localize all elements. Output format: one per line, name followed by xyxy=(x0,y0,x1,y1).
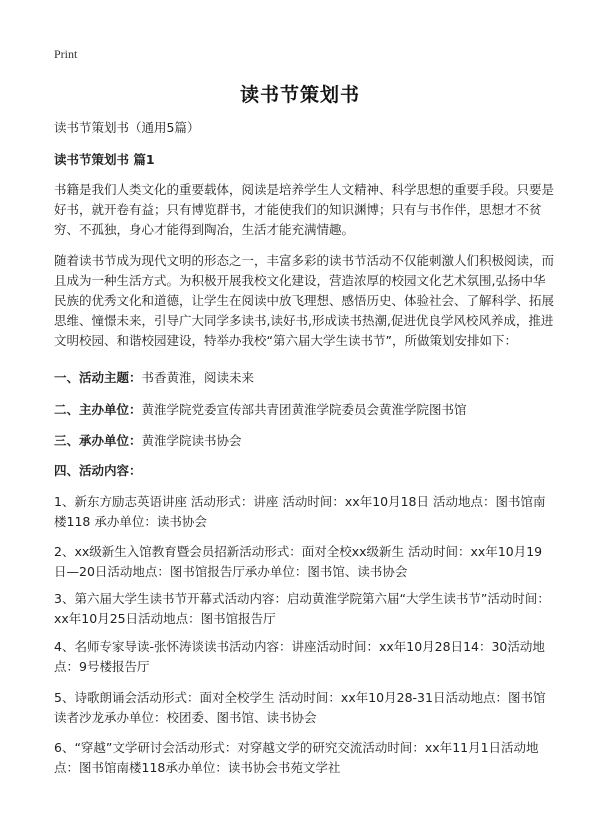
activity-item: 5、诗歌朗诵会活动形式：面对全校学生 活动时间：xx年10月28-31日活动地点：图书馆读者沙龙承办单位：校团委、图书馆、读书协会 xyxy=(54,690,546,725)
paragraph-intro: 书籍是我们人类文化的重要载体，阅读是培养学生人文精神、科学思想的重要手段。只要是好书，就开卷有益；只有博览群书，才能使我们的知识渊博；只有与书作伴，思想才不贫穷、不孤独，身心才能得到陶冶，生活才能充满情趣。 xyxy=(54,182,555,237)
activity-item: 1、新东方励志英语讲座 活动形式：讲座 活动时间：xx年10月18日 活动地点：图书馆南楼118 承办单位：读书协会 xyxy=(54,494,546,529)
activity-item: 4、名师专家导读-张怀涛谈读书活动内容：讲座活动时间：xx年10月28日14：30活动地点：9号楼报告厅 xyxy=(54,639,545,674)
heading-theme-value: 书香黄淮，阅读未来 xyxy=(141,370,255,385)
heading-organizer-label: 二、主办单位： xyxy=(54,402,142,417)
heading-organizer-value: 黄淮学院党委宣传部共青团黄淮学院委员会黄淮学院图书馆 xyxy=(141,402,467,417)
section-heading: 读书节策划书 篇1 xyxy=(54,152,155,167)
page-title: 读书节策划书 xyxy=(239,84,360,106)
activity-item: 3、第六届大学生读书节开幕式活动内容：启动黄淮学院第六届“大学生读书节”活动时间：xx年10月25日活动地点：图书馆报告厅 xyxy=(54,591,550,626)
print-link[interactable]: Print xyxy=(54,47,78,61)
heading-undertaker-value: 黄淮学院读书协会 xyxy=(141,433,242,448)
paragraph-background: 随着读书节成为现代文明的形态之一，丰富多彩的读书节活动不仅能刺激人们积极阅读，而且成为一种生活方式。为积极开展我校文化建设，营造浓厚的校园文化艺术氛围,弘扬中华民族的优秀文化和道德，让学生在阅读中放飞理想、感悟历史、体验社会、了解科学、拓展思维、憧憬未来，引导广大同学多读书,读好书,形成读书热潮,促进优良学风校风养成，推进文明校园、和谐校园建设，特举办我校“第六届大学生读书节”，所做策划安排如下： xyxy=(54,253,555,348)
heading-undertaker-label: 三、承办单位： xyxy=(54,433,142,448)
heading-content xyxy=(54,461,554,481)
heading-theme xyxy=(54,368,554,388)
heading-undertaker xyxy=(54,431,554,451)
heading-theme-label: 一、活动主题： xyxy=(54,370,142,385)
heading-organizer xyxy=(54,400,554,420)
activity-item: 6、“穿越”文学研讨会活动形式：对穿越文学的研究交流活动时间：xx年11月1日活动地点：图书馆南楼118承办单位：读书协会书苑文学社 xyxy=(54,740,539,775)
document-subtitle: 读书节策划书（通用5篇） xyxy=(54,120,200,135)
heading-content-label: 四、活动内容： xyxy=(54,463,142,478)
activity-item: 2、xx级新生入馆教育暨会员招新活动形式：面对全校xx级新生 活动时间：xx年10月19日—20日活动地点：图书馆报告厅承办单位：图书馆、读书协会 xyxy=(54,544,543,579)
